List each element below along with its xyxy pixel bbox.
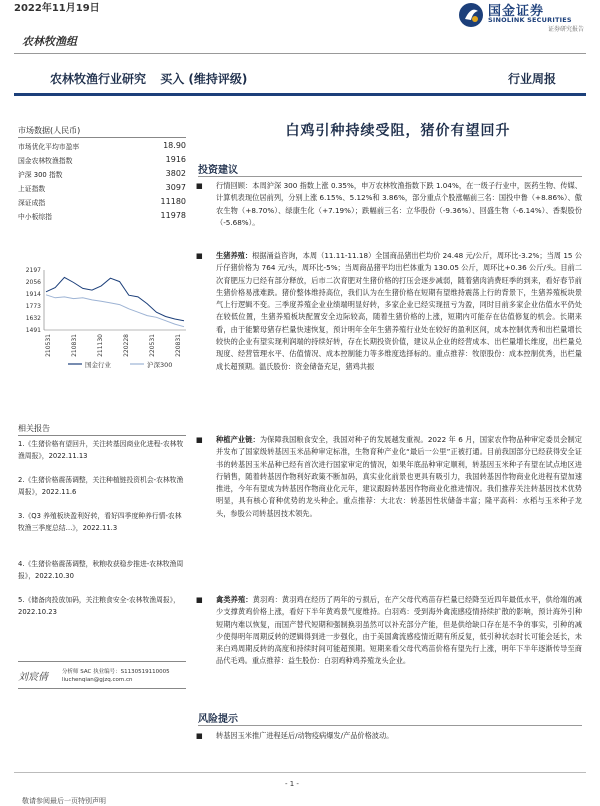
market-data-title: 市场数据(人民币) <box>18 126 81 135</box>
related-reports-divider <box>18 435 186 436</box>
chart-legend-label: 国金行业 <box>85 361 111 369</box>
market-row-key: 上证指数 <box>18 185 46 193</box>
chart-x-tick-label: 210831 <box>71 334 78 357</box>
industry-rating <box>50 70 257 87</box>
chart-x-tick-label: 220831 <box>175 334 182 357</box>
index-chart <box>18 266 190 376</box>
market-row-value: 3097 <box>165 183 186 192</box>
market-row-key: 市场优化平均市盈率 <box>18 143 80 151</box>
paragraph-risk: ■ 转基因玉米推广进程延后/动物疫病爆发/产品价格波动。 <box>196 730 582 742</box>
bullet-icon: ■ <box>196 595 203 604</box>
market-data-divider <box>18 137 186 138</box>
related-report-item[interactable]: 3.《Q3 养殖板块盈利好转，看好四季度种养行情-农林牧渔三季度总结…》，2022.11.3 <box>18 512 182 532</box>
chart-y-tick-label: 1914 <box>25 291 41 299</box>
report-type: 行业周报 <box>508 72 557 86</box>
chart-y-tick-label: 1491 <box>25 327 41 334</box>
lead-planting: 种植产业链： <box>216 435 260 444</box>
market-row-value: 18.90 <box>163 141 186 150</box>
market-row-key: 深证成指 <box>18 199 46 207</box>
sector-label: 农林牧渔组 <box>22 35 77 48</box>
market-row-value: 1916 <box>165 155 186 164</box>
market-row-value: 11978 <box>160 211 186 220</box>
related-report-item[interactable]: 1.《生猪价格有望回升，关注转基因商业化进程-农林牧渔周报》，2022.11.13 <box>18 440 184 460</box>
chart-series-line-1 <box>46 295 184 327</box>
market-row-key: 中小板综指 <box>18 213 52 221</box>
related-report-item[interactable]: 2.《生猪价格震荡调整，关注种植链投资机会-农林牧渔周报》，2022.11.6 <box>18 476 184 496</box>
paragraph-market-review: ■ 行情回顾：本周沪深 300 指数上涨 0.35%，申万农林牧渔指数下跌 1.04%，在一级子行业中，医药生物、传媒、计算机表现位居前列，分别上涨 6.15%、5.12%和 3.86%，部分重点个股涨幅前三名：国投中鲁（+8.86%）、傲农生物（+8.70%）、绿康生化（+7.19%）；跌幅前三名：立华股份（-9.36%）、回盛生物（-6.14%）、香梨股份（-5.68%）。 <box>196 181 582 227</box>
paragraph-poultry: ■ 禽类养殖：黄羽鸡：黄羽鸡在经历了两年的亏损后，在产父母代鸡苗存栏量已经降至近四年最低水平，供给端的减少支撑黄鸡价格上涨，看好下半年黄鸡景气度维持。白羽鸡：受到海外禽流感疫情持续扩散的影响，预计海外引种短期内难以恢复，而国产替代短期和强制换羽虽然可以补充部分产能，但是供给缺口存在是不争的事实，引种的减少使得明年周期反转的逻辑得到进一步强化，由于美国禽流感疫情近期有所反复，低引种状态时长可能会延长，未来白鸡周期反转的高度和持续时间可能超预期。短期来看父母代鸡苗价格有望先行上涨，明年下半年逐渐传导至商品代毛鸡。重点推荐：益生股份：白羽鸡种鸡养殖龙头企业。 <box>196 595 582 666</box>
chart-x-tick-label: 211130 <box>97 334 104 357</box>
lead-hog: 生猪养殖： <box>216 251 253 260</box>
chart-series-line-0 <box>46 277 184 320</box>
chart-x-tick-label: 220228 <box>123 334 130 357</box>
analyst-info <box>62 668 170 684</box>
industry-title: 农林牧渔行业研究 <box>50 72 147 86</box>
analyst-sac: 分析师 SAC 执业编号：S1130519110005 <box>62 669 170 675</box>
rating-label: 买入 (维持评级) <box>160 72 248 86</box>
paragraph-hog-farming: ■ 生猪养殖：根据涌益咨询，本周（11.11-11.18）全国商品猪出栏均价 24.48 元/公斤，周环比-3.2%；当周 15 公斤仔猪价格为 764 元/头，周环比-5%；当周商品猪平均出栏体重为 130.05 公斤，周环比+0.36 公斤/头。目前二次育肥压力已经有部分释放，后市二次育肥对生猪价格的打压会逐步减弱，随着猪肉消费旺季的到来，看好春节前生猪价格易涨难跌。猪价整体维持高位，我们认为在生猪价格在短期有望维持震荡上行的背景下，生猪养殖板块景气上行逻辑不变。三季度养殖企业业绩端明显好转，多家企业已经实现扭亏为盈，同时目前多家企业估值水平仍处在较低位置，生猪养殖板块配置安全边际较高，随着生猪价格的上涨，短期内可能存在估值修复的机会。长期来看，由于能繁母猪存栏量快速恢复，预计明年全年生猪养殖行业处在较好的盈利区间，成本控制优秀和出栏量增长较快的企业有望实现利润端的持续好转，存在长期投资价值，建议从企业的经营成本、出栏量增长维度，出栏量兑现度、经营管理水平、估值情况、成本控制能力等多维度选择标的。重点推荐：牧原股份：成本控制优秀，出栏量成长超预期。温氏股份：资金储备充足，猪鸡共振 <box>196 251 582 371</box>
page-number: - 1 - <box>285 780 299 788</box>
report-date: 2022年11月19日 <box>14 3 100 14</box>
bullet-icon: ■ <box>196 251 203 260</box>
footer-divider <box>14 772 586 773</box>
chart-y-tick-label: 1773 <box>25 303 41 311</box>
bullet-icon: ■ <box>196 181 203 190</box>
section-divider <box>198 725 582 726</box>
market-row-key: 国金农林牧渔指数 <box>18 157 73 165</box>
section-investment-advice: 投资建议 <box>198 165 238 176</box>
analyst-bottom-divider <box>18 688 186 689</box>
logo-sub: 证券研究报告 <box>548 26 585 33</box>
market-row-value: 11180 <box>160 197 186 206</box>
chart-y-tick-label: 1632 <box>25 315 41 323</box>
chart-y-tick-label: 2056 <box>25 278 41 286</box>
market-row-value: 3802 <box>165 169 186 178</box>
related-reports-title: 相关报告 <box>18 424 50 433</box>
analyst-email[interactable]: liuchenqian@gjzq.com.cn <box>62 677 133 683</box>
bullet-icon: ■ <box>196 731 203 740</box>
chart-x-tick-label: 210531 <box>45 334 52 357</box>
related-report-item[interactable]: 5.《储备肉投放加码，关注粮食安全-农林牧渔周报》，2022.10.23 <box>18 596 180 616</box>
sinolink-logo-icon <box>458 2 484 28</box>
index-chart-svg <box>18 266 190 376</box>
lead-poultry: 禽类养殖： <box>216 595 253 604</box>
header-blue-bar <box>14 93 586 96</box>
analyst-divider <box>18 661 186 662</box>
logo-cn: 国金证券 <box>488 4 545 19</box>
related-report-item[interactable]: 4.《生猪价格震荡调整，秋粮收获稳步推进-农林牧渔周报》，2022.10.30 <box>18 560 184 580</box>
chart-y-tick-label: 2197 <box>25 267 41 274</box>
header-divider <box>14 53 586 54</box>
footer-disclaimer: 敬请参阅最后一页特别声明 <box>22 797 106 805</box>
section-divider <box>198 176 582 177</box>
chart-legend-label: 沪深300 <box>147 361 173 369</box>
market-row-key: 沪深 300 指数 <box>18 171 63 179</box>
logo-en: SINOLINK SECURITIES <box>488 16 572 24</box>
sinolink-logo <box>458 0 588 34</box>
chart-x-tick-label: 220531 <box>149 334 156 357</box>
analyst-name: 刘宸倩 <box>18 672 48 683</box>
section-risk: 风险提示 <box>198 714 238 725</box>
bullet-icon: ■ <box>196 435 203 444</box>
paragraph-planting-chain: ■ 种植产业链：为保障我国粮食安全，我国对种子的发展越发重视。2022 年 6 月，国家农作物品种审定委员会制定并发布了国家级转基因玉米品种审定标准，生物育种产业化“最后一公里”正被打通。目前我国部分已经获得安全证书的转基因玉米品种已经有首次进行国家审定的情况，如果年底品种审定顺利，转基因玉米种子有望在试点地区进行销售，随着转基因作物利好政策不断加码，真实业化前景也更具有吸引力，我国转基因作物商业化进程有望加速推进，今年有望成为转基因作物商业化元年，建议跟踪转基因作物商业化推进情况。我们推荐关注转基因技术优势明显，具有核心育种优势的龙头种企。重点推荐：大北农：转基因性状储备丰富；隆平高科：水稻与玉米种子龙头，参股公司转基因技术领先。 <box>196 435 582 518</box>
main-title: 白鸡引种持续受阻，猪价有望回升 <box>285 123 511 139</box>
